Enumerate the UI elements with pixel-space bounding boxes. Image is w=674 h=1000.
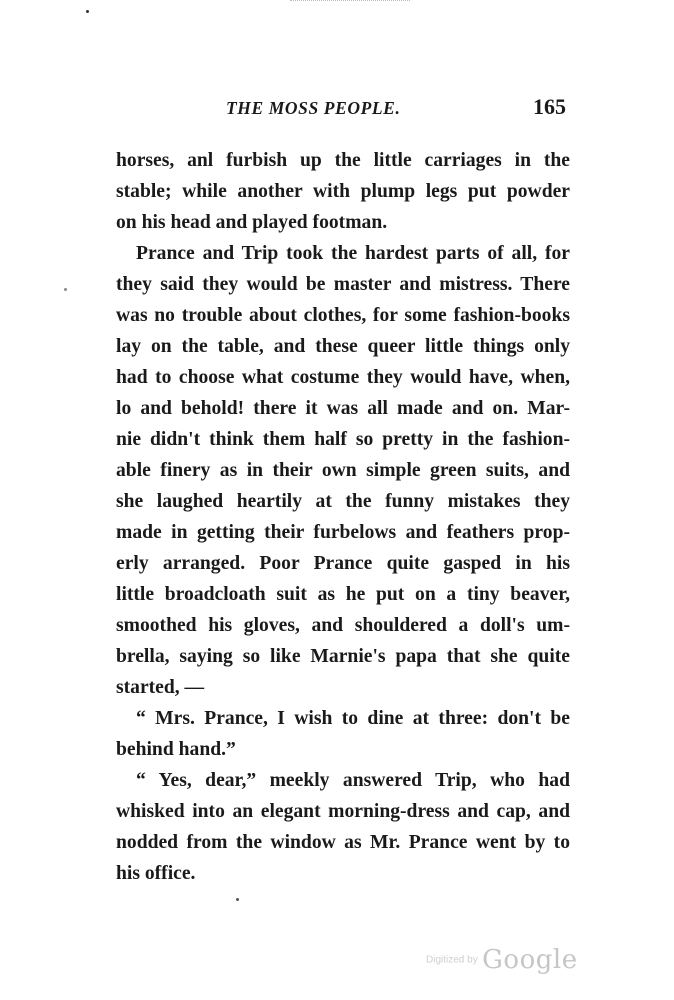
text-line: lay on the table, and these queer little things only [116, 336, 570, 357]
text-line: on his head and played footman. [116, 212, 388, 233]
margin-speck [64, 288, 67, 291]
page-number: 165 [533, 94, 566, 119]
text-line: whisked into an elegant morning-dress and cap, and [116, 801, 570, 822]
text-line: erly arranged. Poor Prance quite gasped in his [116, 553, 570, 574]
digitization-watermark [426, 945, 578, 975]
text-line: started, — [116, 677, 205, 698]
text-line: horses, anl furbish up the little carriages in the [116, 150, 570, 171]
watermark-brand-logo: Google [482, 945, 578, 975]
text-line: nie didn't think them half so pretty in the fashion- [116, 429, 570, 450]
paragraph-first-line: “ Yes, dear,” meekly answered Trip, who had [136, 770, 570, 791]
text-line: had to choose what costume they would have, when, [116, 367, 570, 388]
text-line: she laughed heartily at the funny mistakes they [116, 491, 570, 512]
text-line: lo and behold! there it was all made and on. Mar- [116, 398, 570, 419]
text-line: able finery as in their own simple green suits, and [116, 460, 570, 481]
text-line: was no trouble about clothes, for some fashion-books [116, 305, 570, 326]
ink-speck [86, 10, 89, 13]
paragraph-first-line: Prance and Trip took the hardest parts of all, for [136, 243, 570, 264]
text-line: stable; while another with plump legs put powder [116, 181, 570, 202]
paragraph-first-line: “ Mrs. Prance, I wish to dine at three: don't be [136, 708, 570, 729]
text-line: brella, saying so like Marnie's papa that she quite [116, 646, 570, 667]
top-edge-rule [290, 0, 410, 3]
text-line: nodded from the window as Mr. Prance went by to [116, 832, 570, 853]
page-header [88, 94, 572, 126]
text-line: they said they would be master and mistress. There [116, 274, 570, 295]
running-title: THE MOSS PEOPLE. [226, 98, 401, 118]
watermark-prefix: Digitized by [426, 954, 478, 966]
ink-dot [236, 898, 239, 901]
text-line: little broadcloath suit as he put on a tiny beaver, [116, 584, 570, 605]
text-line: made in getting their furbelows and feathers prop- [116, 522, 570, 543]
text-line: his office. [116, 863, 196, 884]
page-body [116, 145, 570, 889]
text-line: smoothed his gloves, and shouldered a doll's um- [116, 615, 570, 636]
text-line: behind hand.” [116, 739, 236, 760]
